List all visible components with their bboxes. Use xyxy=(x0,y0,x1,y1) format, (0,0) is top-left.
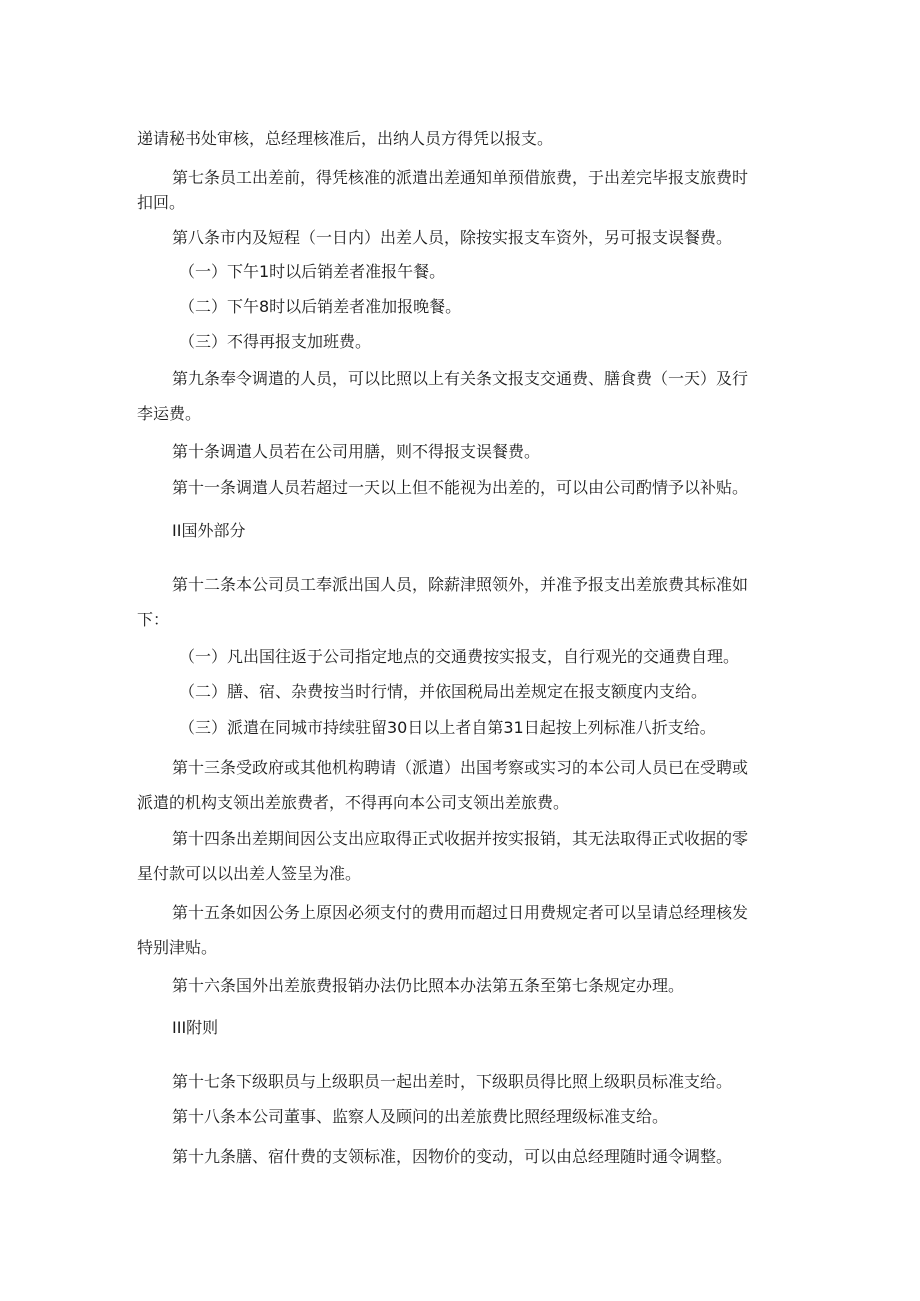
article-12-item-3: （三）派遣在同城市持续驻留30日以上者自第31日起按上列标准八折支给。 xyxy=(179,718,716,737)
article-12-line-1: 第十二条本公司员工奉派出国人员，除薪津照领外，并准予报支出差旅费其标准如 xyxy=(172,575,749,594)
article-17: 第十七条下级职员与上级职员一起出差时，下级职员得比照上级职员标准支给。 xyxy=(172,1072,733,1091)
article-7-line-2: 扣回。 xyxy=(137,193,186,212)
article-8-item-2: （二）下午8时以后销差者准加报晚餐。 xyxy=(179,297,462,316)
article-16: 第十六条国外出差旅费报销办法仍比照本办法第五条至第七条规定办理。 xyxy=(172,976,685,995)
article-10: 第十条调遣人员若在公司用膳，则不得报支误餐费。 xyxy=(172,442,541,461)
article-7-line-1: 第七条员工出差前，得凭核准的派遣出差通知单预借旅费，于出差完毕报支旅费时 xyxy=(172,168,749,187)
article-9-line-1: 第九条奉令调遣的人员，可以比照以上有关条文报支交通费、膳食费（一天）及行 xyxy=(172,369,749,388)
article-12-line-2: 下： xyxy=(137,610,170,629)
article-13-line-1: 第十三条受政府或其他机构聘请（派遣）出国考察或实习的本公司人员已在受聘或 xyxy=(172,758,749,777)
article-11: 第十一条调遣人员若超过一天以上但不能视为出差的，可以由公司酌情予以补贴。 xyxy=(172,478,749,497)
article-15-line-1: 第十五条如因公务上原因必须支付的费用而超过日用费规定者可以呈请总经理核发 xyxy=(172,903,749,922)
article-8-item-3: （三）不得再报支加班费。 xyxy=(179,332,372,351)
section-heading-overseas: II国外部分 xyxy=(172,521,246,540)
article-15-line-2: 特别津贴。 xyxy=(137,938,218,957)
section-heading-supplementary: III附则 xyxy=(172,1018,219,1037)
article-14-line-1: 第十四条出差期间因公支出应取得正式收据并按实报销，其无法取得正式收据的零 xyxy=(172,829,749,848)
article-14-line-2: 星付款可以以出差人签呈为准。 xyxy=(137,864,362,883)
article-8: 第八条市内及短程（一日内）出差人员，除按实报支车资外，另可报支误餐费。 xyxy=(172,228,733,247)
article-12-item-2: （二）膳、宿、杂费按当时行情，并依国税局出差规定在报支额度内支给。 xyxy=(179,682,708,701)
article-19: 第十九条膳、宿什费的支领标准，因物价的变动，可以由总经理随时通令调整。 xyxy=(172,1147,733,1166)
article-18: 第十八条本公司董事、监察人及顾问的出差旅费比照经理级标准支给。 xyxy=(172,1107,669,1126)
text-line-approval: 递请秘书处审核，总经理核准后，出纳人员方得凭以报支。 xyxy=(137,129,554,148)
article-8-item-1: （一）下午1时以后销差者准报午餐。 xyxy=(179,262,446,281)
article-9-line-2: 李运费。 xyxy=(137,404,202,423)
article-12-item-1: （一）凡出国往返于公司指定地点的交通费按实报支，自行观光的交通费自理。 xyxy=(179,647,740,666)
article-13-line-2: 派遣的机构支领出差旅费者，不得再向本公司支领出差旅费。 xyxy=(137,793,570,812)
